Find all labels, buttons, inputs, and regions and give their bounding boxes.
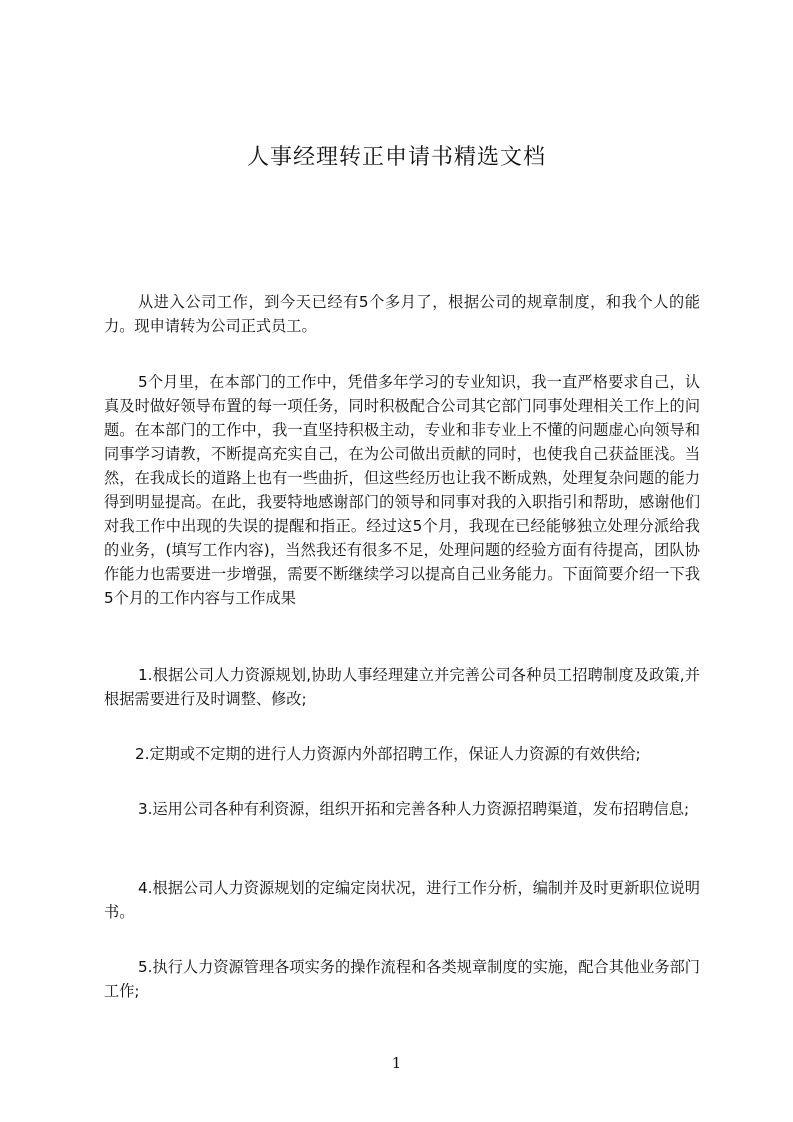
list-item: 3.运用公司各种有利资源，组织开拓和完善各种人力资源招聘渠道，发布招聘信息;	[138, 800, 690, 818]
list-item: 4.根据公司人力资源规划的定编定岗状况，进行工作分析，编制并及时更新职位说明书。	[104, 879, 700, 921]
paragraph-intro: 从进入公司工作，到今天已经有5个多月了，根据公司的规章制度，和我个人的能力。现申请转为公司正式员工。	[104, 293, 700, 335]
paragraph-work-summary: 5个月里，在本部门的工作中，凭借多年学习的专业知识，我一直严格要求自己，认真及时做好领导布置的每一项任务，同时积极配合公司其它部门同事处理相关工作上的问题。在本部门的工作中，我一直坚持积极主动，专业和非专业上不懂的问题虚心向领导和同事学习请教，不断提高充实自己，在为公司做出贡献的同时，也使我自己获益匪浅。当然，在我成长的道路上也有一些曲折，但这些经历也让我不断成熟，处理复杂问题的能力得到明显提高。在此，我要特地感谢部门的领导和同事对我的入职指引和帮助，感谢他们对我工作中出现的失误的提醒和指正。经过这5个月，我现在已经能够独立处理分派给我的业务，(填写工作内容)，当然我还有很多不足，处理问题的经验方面有待提高，团队协作能力也需要进一步增强，需要不断继续学习以提高自己业务能力。下面简要介绍一下我5个月的工作内容与工作成果	[104, 373, 700, 607]
page-number: 1	[391, 1054, 402, 1072]
list-item: 5.执行人力资源管理各项实务的操作流程和各类规章制度的实施，配合其他业务部门工作;	[104, 958, 700, 1000]
document-title: 人事经理转正申请书精选文档	[246, 145, 546, 170]
list-item: 1.根据公司人力资源规划,协助人事经理建立并完善公司各种员工招聘制度及政策,并根据需要进行及时调整、修改;	[104, 666, 700, 708]
list-item: 2.定期或不定期的进行人力资源内外部招聘工作，保证人力资源的有效供给;	[135, 745, 641, 763]
